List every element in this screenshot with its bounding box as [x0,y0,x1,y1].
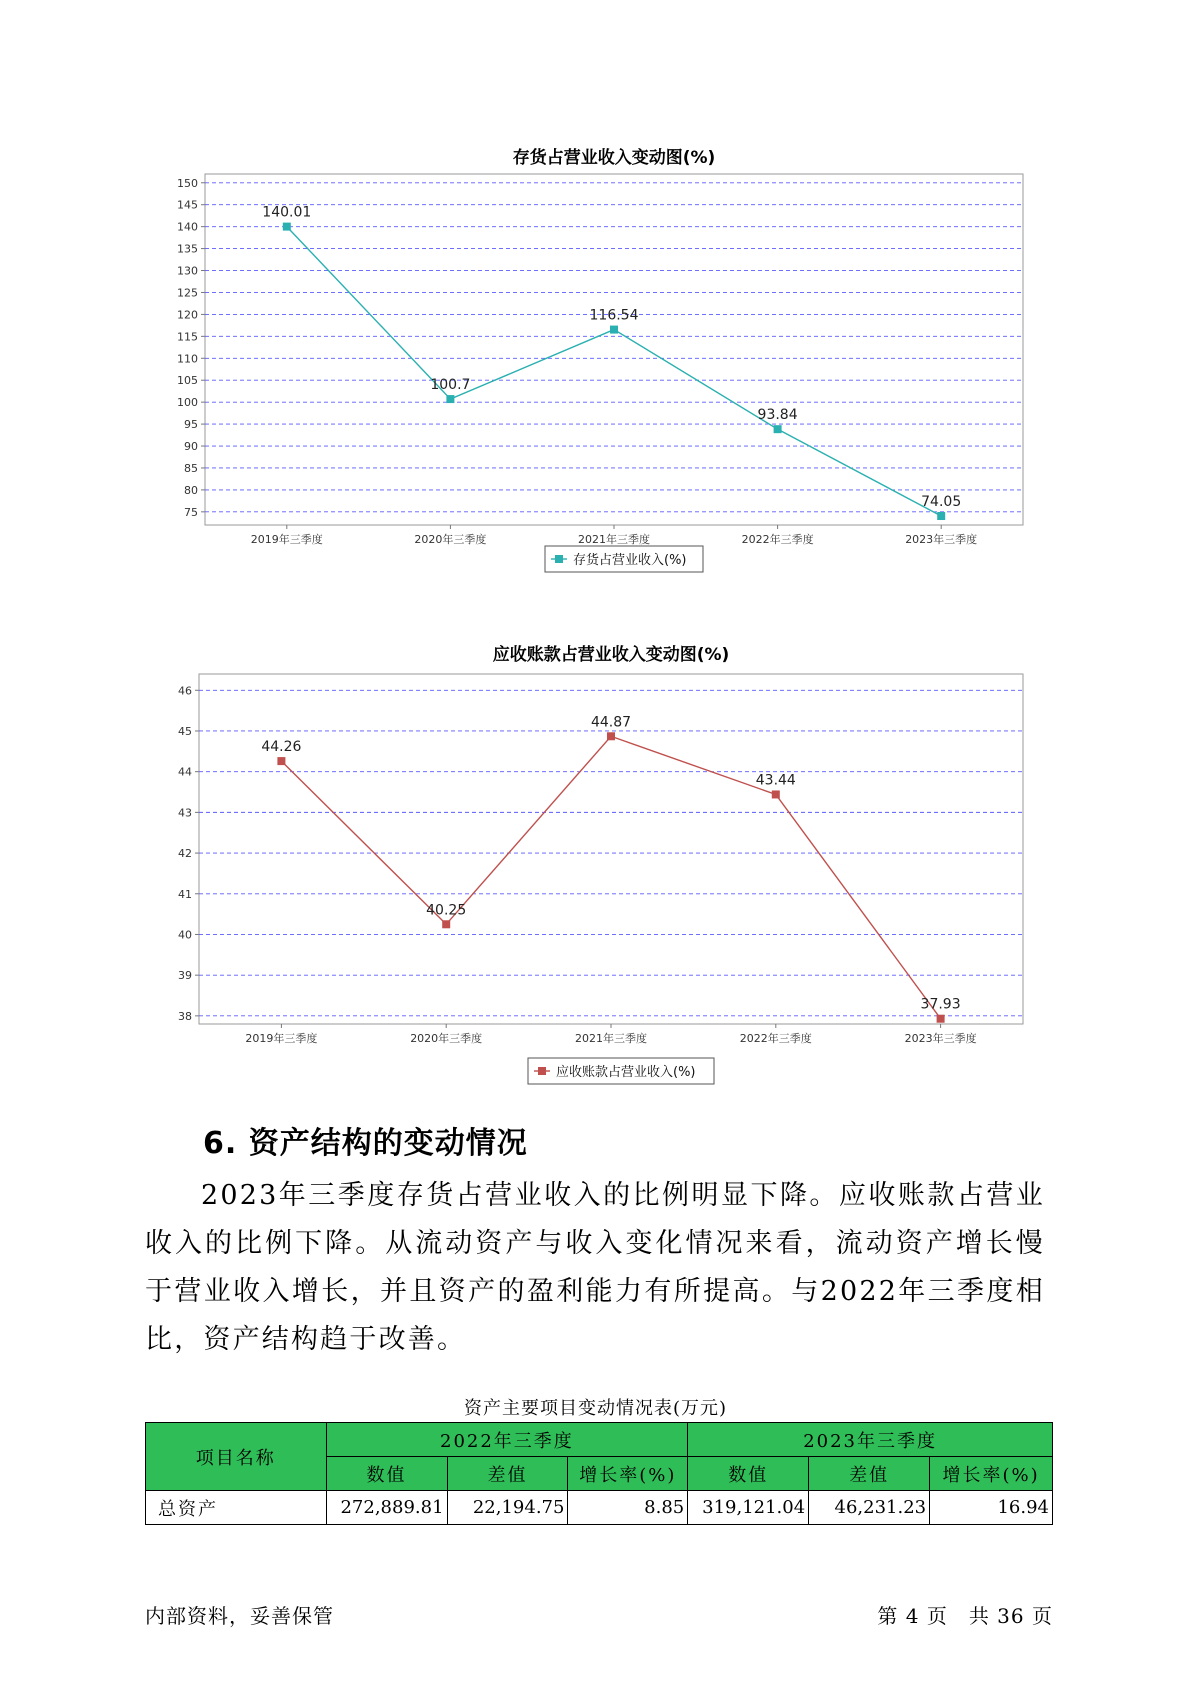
chart1-y-tick-label: 100 [177,396,198,410]
chart2-data-label: 40.25 [426,902,467,919]
footer-note: 内部资料，妥善保管 [145,1604,334,1628]
chart2-y-tick-label: 46 [178,684,192,698]
chart1-title: 存货占营业收入变动图(%) [512,148,716,168]
chart2-x-tick-label: 2020年三季度 [410,1032,483,1045]
chart1-data-label: 93.84 [757,407,798,424]
chart1-y-tick-label: 140 [177,220,198,234]
chart2-y-tick-label: 40 [178,928,192,942]
section-heading: 6. 资产结构的变动情况 [203,1126,528,1161]
subheader-diff: 差值 [447,1457,568,1491]
cell-diff-2022: 22,194.75 [447,1491,568,1525]
header-item-name: 项目名称 [146,1423,327,1491]
chart1-y-tick-label: 90 [184,440,198,454]
chart1-y-tick-label: 85 [184,461,198,475]
chart1-legend-marker [555,555,563,563]
chart2-x-tick-label: 2022年三季度 [739,1032,812,1045]
cell-diff-2023: 46,231.23 [809,1491,930,1525]
chart1-data-label: 116.54 [589,307,639,324]
chart2-data-point [277,757,285,765]
chart1-x-tick-label: 2019年三季度 [250,533,323,546]
subheader-rate: 增长率(%) [568,1457,688,1491]
chart2-x-tick-label: 2021年三季度 [575,1032,647,1045]
chart1-x-tick-label: 2023年三季度 [905,533,978,546]
chart1-y-tick-label: 150 [177,176,198,190]
chart1-y-tick-label: 130 [177,264,198,278]
chart2-y-tick-label: 38 [178,1009,192,1023]
chart2-data-label: 44.26 [261,739,302,756]
chart2-y-tick-label: 45 [178,724,192,738]
header-period-2023: 2023年三季度 [688,1423,1053,1457]
chart1-y-tick-label: 75 [184,505,198,519]
chart1-data-point [937,512,945,520]
chart1-y-tick-label: 135 [177,242,198,256]
chart1-y-tick-label: 105 [177,374,198,388]
subheader-diff: 差值 [809,1457,930,1491]
chart1-data-label: 100.7 [430,377,471,394]
chart2-data-point [442,920,450,928]
cell-rate-2022: 8.85 [568,1491,688,1525]
chart2-y-tick-label: 44 [178,765,192,779]
chart1-data-point [446,395,454,403]
chart1-data-point [610,326,618,334]
chart2-data-point [607,732,615,740]
chart2-data-point [772,790,780,798]
chart1-x-tick-label: 2022年三季度 [741,533,814,546]
chart2-y-tick-label: 42 [178,847,192,861]
chart1-y-tick-label: 145 [177,198,198,212]
chart1-data-label: 74.05 [921,494,962,511]
chart2-y-tick-label: 39 [178,969,192,983]
subheader-value: 数值 [326,1457,447,1491]
chart2-legend-label: 应收账款占营业收入(%) [556,1065,696,1080]
chart2-data-label: 43.44 [755,772,796,789]
chart1-y-tick-label: 110 [177,352,198,366]
table-header-row [146,1423,1053,1457]
chart1-y-tick-label: 80 [184,483,198,497]
chart1-y-tick-label: 125 [177,286,198,300]
chart1-y-tick-label: 120 [177,308,198,322]
body-paragraph: 2023年三季度存货占营业收入的比例明显下降。应收账款占营业收入的比例下降。从流动资产与收入变化情况来看，流动资产增长慢于营业收入增长，并且资产的盈利能力有所提高。与2022年三季度相比，资产结构趋于改善。 [145,1180,1045,1355]
chart2-y-tick-label: 43 [178,806,192,820]
chart1-x-tick-label: 2021年三季度 [578,533,650,546]
table-caption: 资产主要项目变动情况表(万元) [463,1398,728,1419]
chart1-legend-label: 存货占营业收入(%) [573,553,687,568]
chart1-y-tick-label: 115 [177,330,198,344]
table-row [146,1491,1053,1525]
chart2-title: 应收账款占营业收入变动图(%) [492,645,730,665]
chart2-data-point [937,1015,945,1023]
asset-table [145,1422,1053,1525]
cell-value-2022: 272,889.81 [326,1491,447,1525]
chart2-x-tick-label: 2019年三季度 [245,1032,318,1045]
chart2-data-label: 37.93 [920,996,961,1013]
chart1-data-point [774,425,782,433]
chart2-x-tick-label: 2023年三季度 [904,1032,977,1045]
header-period-2022: 2022年三季度 [326,1423,688,1457]
subheader-value: 数值 [688,1457,809,1491]
chart2-data-label: 44.87 [590,714,632,731]
cell-rate-2023: 16.94 [930,1491,1053,1525]
chart1-data-label: 140.01 [262,204,312,221]
cell-value-2023: 319,121.04 [688,1491,809,1525]
chart1-data-point [283,223,291,231]
chart2-y-tick-label: 41 [178,887,192,901]
chart2-legend-marker [538,1067,546,1075]
chart1-y-tick-label: 95 [184,418,198,432]
page-number: 第 4 页 共 36 页 [877,1604,1053,1628]
chart1-x-tick-label: 2020年三季度 [414,533,487,546]
row-name: 总资产 [146,1491,327,1525]
subheader-rate: 增长率(%) [930,1457,1053,1491]
